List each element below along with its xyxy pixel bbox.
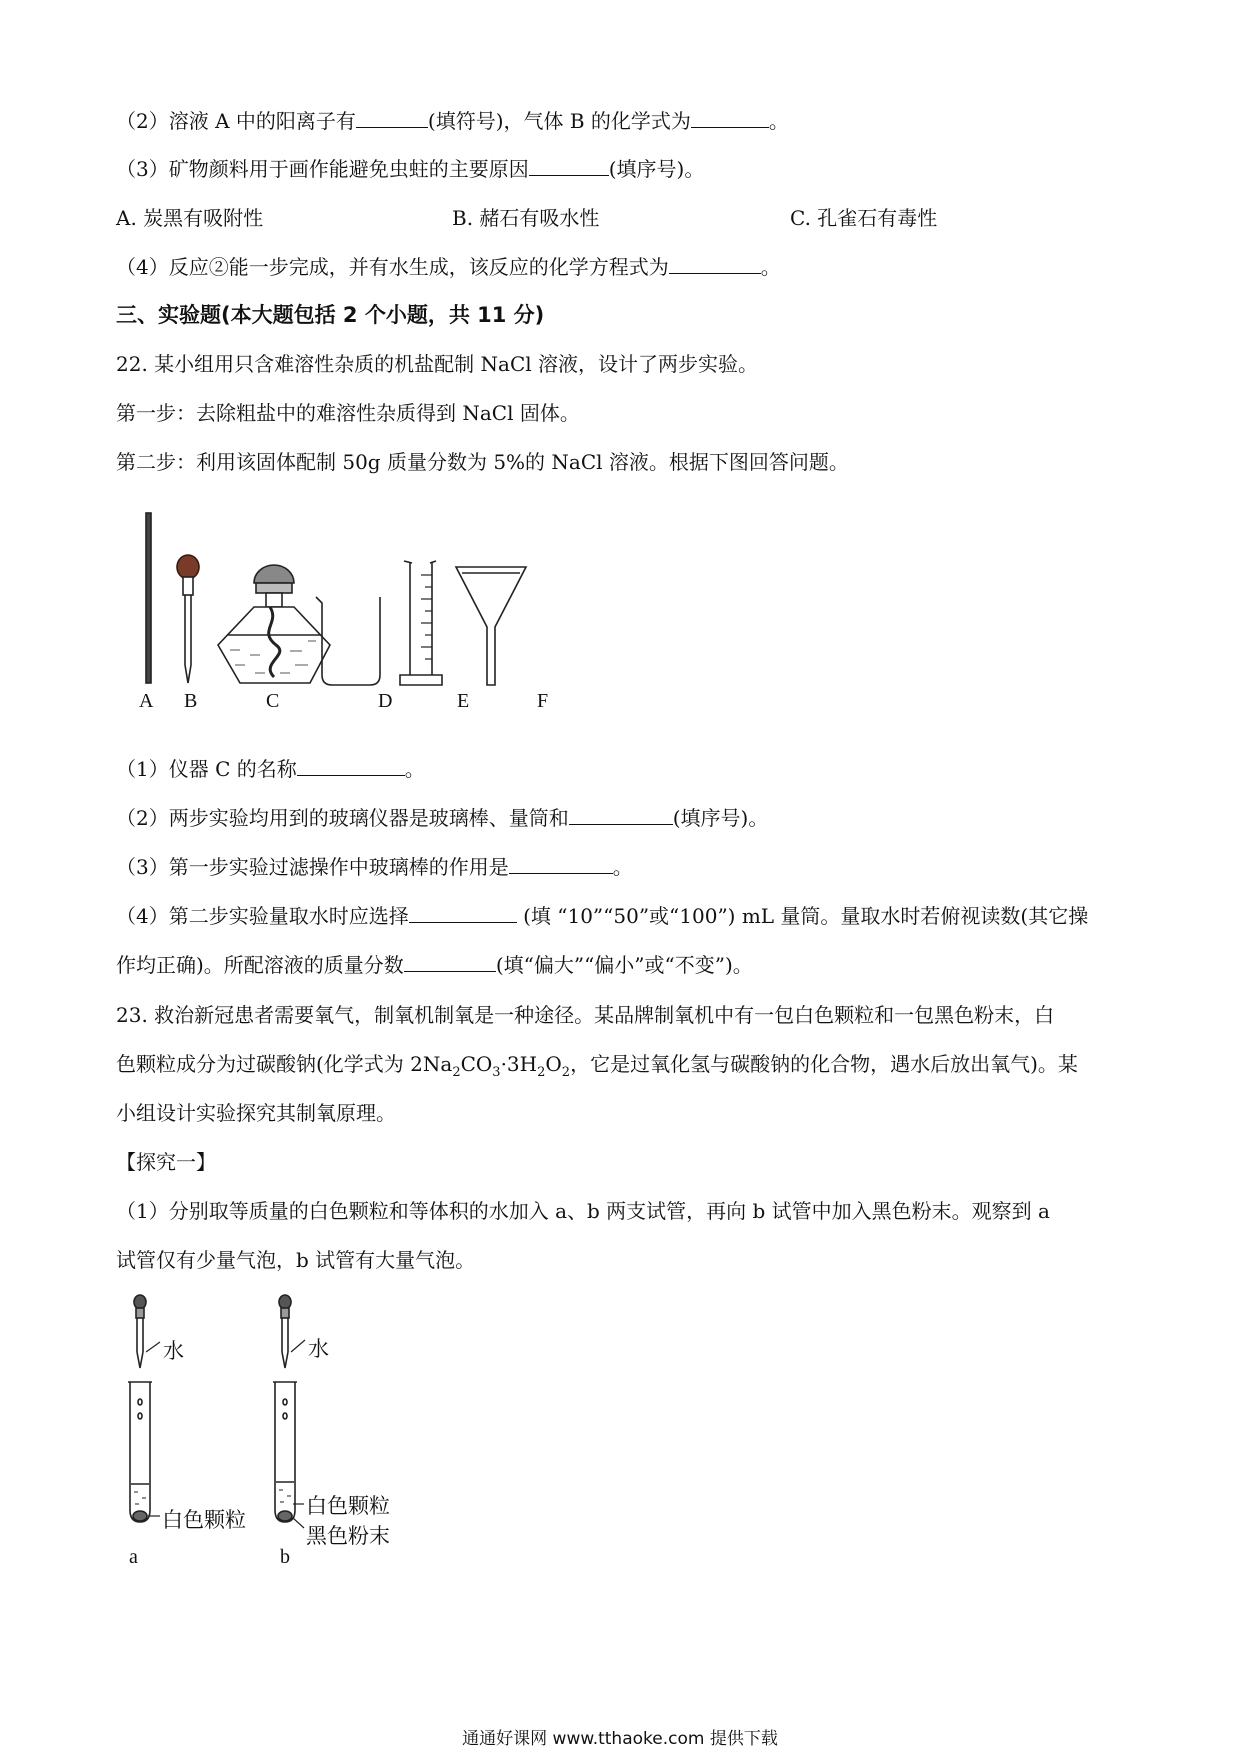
answer-blank	[297, 757, 405, 776]
q23-line3: 小组设计实验探究其制氧原理。	[116, 1101, 396, 1125]
footer: 通通好课网 www.tthaoke.com 提供下载	[462, 1729, 778, 1749]
white-granules-label-a: 白色颗粒	[162, 1508, 246, 1532]
answer-blank	[404, 953, 496, 972]
graduated-cylinder-icon	[400, 561, 442, 685]
test-tube-icon	[128, 1382, 160, 1522]
funnel-icon	[456, 567, 526, 685]
answer-blank	[691, 109, 769, 128]
q22-part4-line2: 作均正确)。所配溶液的质量分数 (填“偏大”“偏小”或“不变”)。	[116, 953, 753, 977]
q22-part4-line1: （4）第二步实验量取水时应选择 (填 “10”“50”或“100”) mL 量筒。量取水时若俯视读数(其它操	[116, 904, 1089, 928]
q21-part4: （4）反应②能一步完成，并有水生成，该反应的化学方程式为 。	[116, 255, 781, 279]
option-b: B. 赭石有吸水性	[452, 206, 600, 230]
figure-label-a: A	[139, 690, 154, 712]
alcohol-lamp-icon	[218, 565, 330, 683]
glass-rod-icon	[146, 513, 151, 683]
answer-blank	[509, 855, 613, 874]
q21-part3: （3）矿物颜料用于画作能避免虫蛀的主要原因 (填序号)。	[116, 157, 705, 181]
answer-blank	[569, 806, 673, 825]
apparatus-figure	[130, 505, 590, 720]
answer-blank	[529, 157, 609, 176]
figure-label-d: D	[378, 690, 393, 712]
q23-line2: 色颗粒成分为过碳酸钠(化学式为 $2Na_2CO_3\cdot 3H_2O_2$，它是过氧化氢与碳酸钠的化合物，遇水后放出氧气)。某	[116, 1052, 1078, 1080]
figure-label-e: E	[457, 690, 470, 712]
answer-blank	[669, 255, 761, 274]
q23-part1-line2: 试管仅有少量气泡，b 试管有大量气泡。	[116, 1248, 476, 1272]
q22-part2: （2）两步实验均用到的玻璃仪器是玻璃棒、量筒和 (填序号)。	[116, 806, 769, 830]
q23-line1: 23. 救治新冠患者需要氧气，制氧机制氧是一种途径。某品牌制氧机中有一包白色颗粒和一包黑色粉末，白	[116, 1003, 1055, 1027]
water-label-b: 水	[308, 1337, 329, 1361]
black-powder-label-b: 黑色粉末	[306, 1524, 390, 1548]
figure-label-b: B	[184, 690, 198, 712]
test-tube-icon	[273, 1382, 304, 1528]
dropper-icon	[134, 1295, 160, 1368]
figure-label-f: F	[537, 690, 549, 712]
option-a: A. 炭黑有吸附性	[116, 206, 264, 230]
white-granules-label-b: 白色颗粒	[306, 1494, 390, 1518]
q22-step1: 第一步：去除粗盐中的难溶性杂质得到 NaCl 固体。	[116, 401, 580, 425]
q22-step2: 第二步：利用该固体配制 50g 质量分数为 5%的 NaCl 溶液。根据下图回答问题。	[116, 450, 849, 474]
option-c: C. 孔雀石有毒性	[790, 206, 938, 230]
section-title: 三、实验题(本大题包括 2 个小题，共 11 分)	[116, 303, 545, 327]
tube-label-b: b	[280, 1546, 290, 1568]
explore-one-heading: 【探究一】	[116, 1150, 216, 1174]
q22-part3: （3）第一步实验过滤操作中玻璃棒的作用是 。	[116, 855, 633, 879]
q21-part2: （2）溶液 A 中的阳离子有 (填符号)，气体 B 的化学式为 。	[116, 109, 789, 133]
dropper-icon	[177, 555, 199, 683]
q22-part1: （1）仪器 C 的名称 。	[116, 757, 425, 781]
water-label-a: 水	[163, 1339, 184, 1363]
figure-label-c: C	[266, 690, 280, 712]
answer-blank	[409, 904, 517, 923]
q22-stem: 22. 某小组用只含难溶性杂质的机盐配制 NaCl 溶液，设计了两步实验。	[116, 352, 759, 376]
q23-part1-line1: （1）分别取等质量的白色颗粒和等体积的水加入 a、b 两支试管，再向 b 试管中加入黑色粉末。观察到 a	[116, 1199, 1050, 1223]
answer-blank	[356, 109, 428, 128]
tube-label-a: a	[129, 1546, 138, 1568]
dropper-icon	[279, 1295, 305, 1368]
